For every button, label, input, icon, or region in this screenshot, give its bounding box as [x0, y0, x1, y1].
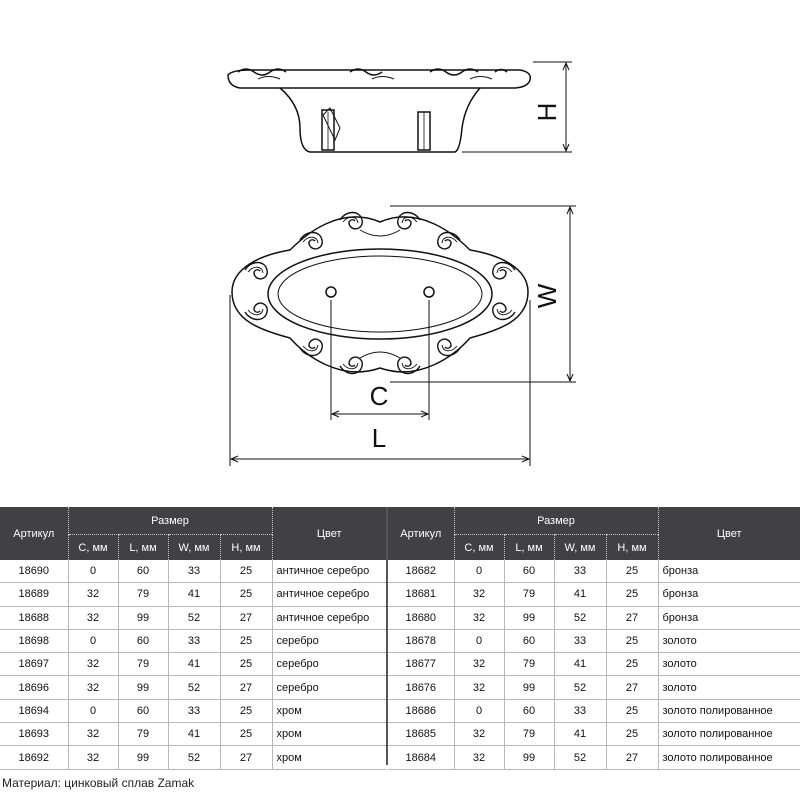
w-cell: 33 — [168, 560, 220, 583]
l-cell: 99 — [504, 746, 554, 769]
table-row — [388, 653, 800, 676]
table-row — [0, 723, 386, 746]
article-cell: 18684 — [388, 746, 454, 769]
w-cell: 41 — [554, 583, 606, 606]
article-cell: 18690 — [0, 560, 68, 583]
h-cell: 25 — [606, 629, 658, 652]
spec-table-left — [0, 507, 386, 770]
article-cell: 18680 — [388, 606, 454, 629]
l-cell: 79 — [504, 583, 554, 606]
header-h: H, мм — [220, 535, 272, 561]
h-cell: 25 — [220, 629, 272, 652]
color-cell: античное серебро — [272, 560, 386, 583]
header-size: Размер — [68, 507, 272, 535]
h-cell: 25 — [220, 560, 272, 583]
header-w: W, мм — [168, 535, 220, 561]
color-cell: серебро — [272, 676, 386, 699]
w-cell: 52 — [554, 676, 606, 699]
w-cell: 41 — [554, 723, 606, 746]
c-cell: 0 — [68, 699, 118, 722]
table-row — [388, 560, 800, 583]
header-color: Цвет — [272, 507, 386, 560]
article-cell: 18676 — [388, 676, 454, 699]
color-cell: золото — [658, 629, 800, 652]
h-cell: 25 — [220, 699, 272, 722]
w-cell: 33 — [554, 629, 606, 652]
c-cell: 32 — [454, 746, 504, 769]
c-cell: 32 — [68, 606, 118, 629]
header-l: L, мм — [118, 535, 168, 561]
table-row — [388, 676, 800, 699]
table-row — [388, 746, 800, 769]
table-row — [0, 653, 386, 676]
w-cell: 41 — [168, 723, 220, 746]
c-cell: 0 — [68, 629, 118, 652]
article-cell: 18678 — [388, 629, 454, 652]
article-cell: 18686 — [388, 699, 454, 722]
article-cell: 18692 — [0, 746, 68, 769]
l-cell: 60 — [118, 699, 168, 722]
l-cell: 79 — [118, 723, 168, 746]
article-cell: 18682 — [388, 560, 454, 583]
w-cell: 52 — [554, 606, 606, 629]
article-cell: 18693 — [0, 723, 68, 746]
l-cell: 60 — [118, 629, 168, 652]
h-cell: 27 — [220, 746, 272, 769]
table-row — [388, 583, 800, 606]
color-cell: бронза — [658, 606, 800, 629]
l-cell: 99 — [504, 606, 554, 629]
dimension-w-label: W — [532, 283, 562, 309]
spec-table-left-body — [0, 560, 386, 769]
c-cell: 32 — [68, 676, 118, 699]
header-c: C, мм — [454, 535, 504, 561]
w-cell: 41 — [554, 653, 606, 676]
h-cell: 27 — [220, 676, 272, 699]
w-cell: 33 — [554, 560, 606, 583]
l-cell: 99 — [504, 676, 554, 699]
h-cell: 25 — [606, 653, 658, 676]
c-cell: 0 — [68, 560, 118, 583]
h-cell: 27 — [220, 606, 272, 629]
c-cell: 32 — [68, 723, 118, 746]
h-cell: 25 — [606, 583, 658, 606]
w-cell: 52 — [168, 746, 220, 769]
header-article: Артикул — [0, 507, 68, 560]
l-cell: 79 — [504, 653, 554, 676]
c-cell: 32 — [68, 583, 118, 606]
dimension-l-label: L — [371, 423, 387, 453]
color-cell: хром — [272, 746, 386, 769]
l-cell: 79 — [118, 583, 168, 606]
table-row — [0, 699, 386, 722]
color-cell: античное серебро — [272, 606, 386, 629]
color-cell: золото полированное — [658, 723, 800, 746]
color-cell: серебро — [272, 653, 386, 676]
side-view — [228, 62, 572, 152]
l-cell: 60 — [118, 560, 168, 583]
l-cell: 99 — [118, 676, 168, 699]
article-cell: 18688 — [0, 606, 68, 629]
article-cell: 18697 — [0, 653, 68, 676]
h-cell: 27 — [606, 746, 658, 769]
dimension-h-label: H — [532, 102, 562, 122]
top-view — [230, 206, 576, 466]
article-cell: 18694 — [0, 699, 68, 722]
header-color: Цвет — [658, 507, 800, 560]
table-row — [0, 560, 386, 583]
l-cell: 99 — [118, 606, 168, 629]
table-row — [388, 699, 800, 722]
header-article: Артикул — [388, 507, 454, 560]
spec-table-right — [388, 507, 800, 770]
article-cell: 18696 — [0, 676, 68, 699]
header-c: C, мм — [68, 535, 118, 561]
color-cell: золото полированное — [658, 746, 800, 769]
table-row — [0, 629, 386, 652]
w-cell: 52 — [168, 676, 220, 699]
table-row — [388, 606, 800, 629]
l-cell: 99 — [118, 746, 168, 769]
table-row — [388, 629, 800, 652]
h-cell: 25 — [606, 699, 658, 722]
h-cell: 25 — [220, 653, 272, 676]
table-row — [388, 723, 800, 746]
table-row — [0, 606, 386, 629]
article-cell: 18681 — [388, 583, 454, 606]
color-cell: бронза — [658, 583, 800, 606]
color-cell: хром — [272, 699, 386, 722]
header-size: Размер — [454, 507, 658, 535]
h-cell: 27 — [606, 606, 658, 629]
header-h: H, мм — [606, 535, 658, 561]
article-cell: 18689 — [0, 583, 68, 606]
h-cell: 27 — [606, 676, 658, 699]
c-cell: 32 — [454, 676, 504, 699]
header-l: L, мм — [504, 535, 554, 561]
color-cell: золото — [658, 653, 800, 676]
l-cell: 60 — [504, 560, 554, 583]
h-cell: 25 — [220, 723, 272, 746]
spec-table-right-body — [388, 560, 800, 769]
header-w: W, мм — [554, 535, 606, 561]
table-row — [0, 676, 386, 699]
color-cell: бронза — [658, 560, 800, 583]
w-cell: 33 — [554, 699, 606, 722]
c-cell: 32 — [68, 746, 118, 769]
color-cell: золото полированное — [658, 699, 800, 722]
w-cell: 52 — [168, 606, 220, 629]
c-cell: 0 — [454, 699, 504, 722]
c-cell: 32 — [454, 653, 504, 676]
h-cell: 25 — [220, 583, 272, 606]
article-cell: 18677 — [388, 653, 454, 676]
l-cell: 79 — [118, 653, 168, 676]
article-cell: 18698 — [0, 629, 68, 652]
color-cell: серебро — [272, 629, 386, 652]
material-footnote: Материал: цинковый сплав Zamak — [2, 776, 195, 790]
w-cell: 41 — [168, 653, 220, 676]
l-cell: 60 — [504, 629, 554, 652]
table-row — [0, 583, 386, 606]
c-cell: 32 — [68, 653, 118, 676]
color-cell: античное серебро — [272, 583, 386, 606]
w-cell: 33 — [168, 629, 220, 652]
color-cell: золото — [658, 676, 800, 699]
l-cell: 79 — [504, 723, 554, 746]
color-cell: хром — [272, 723, 386, 746]
c-cell: 0 — [454, 560, 504, 583]
w-cell: 41 — [168, 583, 220, 606]
dimension-c-label: C — [369, 381, 389, 411]
c-cell: 32 — [454, 583, 504, 606]
l-cell: 60 — [504, 699, 554, 722]
h-cell: 25 — [606, 560, 658, 583]
w-cell: 52 — [554, 746, 606, 769]
table-row — [0, 746, 386, 769]
h-cell: 25 — [606, 723, 658, 746]
c-cell: 32 — [454, 606, 504, 629]
w-cell: 33 — [168, 699, 220, 722]
c-cell: 32 — [454, 723, 504, 746]
c-cell: 0 — [454, 629, 504, 652]
article-cell: 18685 — [388, 723, 454, 746]
